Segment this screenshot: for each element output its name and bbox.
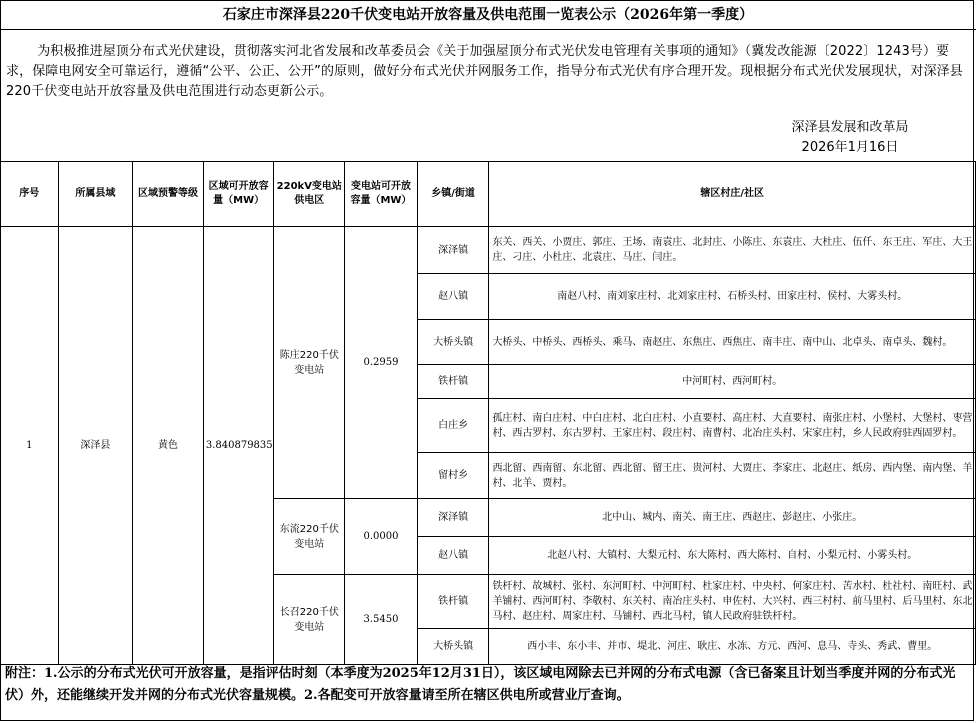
header-county: 所属县域 bbox=[58, 162, 133, 227]
cell-villages: 西小丰、东小丰、并市、堤北、河庄、耿庄、水冻、方元、西河、息马、寺头、秀武、曹里。 bbox=[489, 629, 976, 665]
header-region-capacity: 区域可开放容量（MW） bbox=[203, 162, 274, 227]
cell-villages: 西北留、西南留、东北留、西北留、留王庄、贵河村、大贾庄、李家庄、北赵庄、纸房、西内堡、南内堡、羊村、北羊、贾村。 bbox=[489, 453, 976, 499]
cell-township: 大桥头镇 bbox=[417, 629, 489, 665]
cell-villages: 北赵八村、大镇村、大梨元村、东大陈村、西大陈村、自村、小梨元村、小雾头村。 bbox=[489, 537, 976, 575]
intro-paragraph: 为积极推进屋顶分布式光伏建设，贯彻落实河北省发展和改革委员会《关于加强屋顶分布式光伏发电管理有关事项的通知》（冀发改能源〔2022〕1243号）要求，保障电网安全可靠运行，遵循“公平、公正、公开”的原则，做好分布式光伏并网服务工作，指导分布式光伏有序合理开发。现根据分布式光伏发展现状，对深泽县220千伏变电站开放容量及供电范围进行动态更新公示。 bbox=[6, 44, 963, 99]
cell-villages: 孤庄村、南白庄村、中白庄村、北白庄村、小直要村、高庄村、大直要村、南张庄村、小堡村、大堡村、枣营村、西古罗村、东古罗村、王家庄村、段庄村、南曹村、北冶庄头村、宋家庄村，乡人民政府驻西固罗村。 bbox=[489, 399, 976, 453]
issuer-org: 深泽县发展和改革局 bbox=[791, 120, 909, 135]
cell-station-name: 东流220千伏变电站 bbox=[274, 499, 345, 575]
cell-warning-level: 黄色 bbox=[133, 227, 204, 665]
header-warning-level: 区域预警等级 bbox=[133, 162, 204, 227]
cell-township: 铁杆镇 bbox=[417, 575, 489, 629]
cell-villages: 南赵八村、南刘家庄村、北刘家庄村、石桥头村、田家庄村、侯村、大雾头村。 bbox=[489, 274, 976, 320]
header-villages: 辖区村庄/社区 bbox=[489, 162, 976, 227]
cell-villages: 大桥头、中桥头、西桥头、乘马、南赵庄、东焦庄、西焦庄、南丰庄、南中山、北卓头、南卓头、魏村。 bbox=[489, 320, 976, 365]
capacity-table bbox=[0, 161, 976, 665]
issuer-block bbox=[760, 118, 940, 158]
cell-villages: 东关、西关、小贾庄、郭庄、王场、南袁庄、北封庄、小陈庄、东袁庄、大杜庄、伍仟、东王庄、军庄、大王庄、刁庄、小杜庄、北袁庄、马庄、闫庄。 bbox=[489, 227, 976, 274]
cell-station-name: 陈庄220千伏变电站 bbox=[274, 227, 345, 499]
header-seq: 序号 bbox=[1, 162, 59, 227]
cell-station-capacity: 0.2959 bbox=[345, 227, 418, 499]
cell-station-name: 长召220千伏变电站 bbox=[274, 575, 345, 665]
cell-township: 铁杆镇 bbox=[417, 365, 489, 399]
cell-county: 深泽县 bbox=[58, 227, 133, 665]
footnote: 附注：1.公示的分布式光伏可开放容量，是指评估时刻（本季度为2025年12月31日），该区域电网除去已并网的分布式电源（含已备案且计划当季度并网的分布式光伏）外，还能继续开发并网的分布式光伏容量规模。2.各配变可开放容量请至所在辖区供电所或营业厅查询。 bbox=[5, 666, 956, 703]
cell-township: 赵八镇 bbox=[417, 537, 489, 575]
cell-township: 深泽镇 bbox=[417, 227, 489, 274]
cell-township: 赵八镇 bbox=[417, 274, 489, 320]
cell-station-capacity: 0.0000 bbox=[345, 499, 418, 575]
cell-station-capacity: 3.5450 bbox=[345, 575, 418, 665]
header-township: 乡镇/街道 bbox=[417, 162, 489, 227]
cell-villages: 中河町村、西河町村。 bbox=[489, 365, 976, 399]
title-divider bbox=[0, 29, 976, 30]
table-header-row bbox=[1, 162, 976, 227]
cell-township: 留村乡 bbox=[417, 453, 489, 499]
table-row bbox=[1, 227, 976, 274]
cell-region-capacity: 3.840879835 bbox=[203, 227, 274, 665]
cell-township: 白庄乡 bbox=[417, 399, 489, 453]
page-title: 石家庄市深泽县220千伏变电站开放容量及供电范围一览表公示（2026年第一季度） bbox=[222, 7, 754, 23]
issuer-date: 2026年1月16日 bbox=[801, 140, 899, 155]
header-station-area: 220kV变电站供电区 bbox=[274, 162, 345, 227]
cell-township: 深泽镇 bbox=[417, 499, 489, 537]
header-station-capacity: 变电站可开放容量（MW） bbox=[345, 162, 418, 227]
cell-villages: 北中山、城内、南关、南王庄、西赵庄、彭赵庄、小张庄。 bbox=[489, 499, 976, 537]
cell-villages: 铁杆村、故城村、张村、东河町村、中河町村、杜家庄村、中央村、何家庄村、苦水村、杜社村、南旺村、武羊铺村、西河町村、李敬村、东关村、南冶庄头村、申佐村、大兴村、西三村村、前马里村、后马里村、东北马村、赵庄村、周家庄村、马铺村、西北马村，镇人民政府驻铁杆村。 bbox=[489, 575, 976, 629]
cell-township: 大桥头镇 bbox=[417, 320, 489, 365]
cell-seq: 1 bbox=[1, 227, 59, 665]
